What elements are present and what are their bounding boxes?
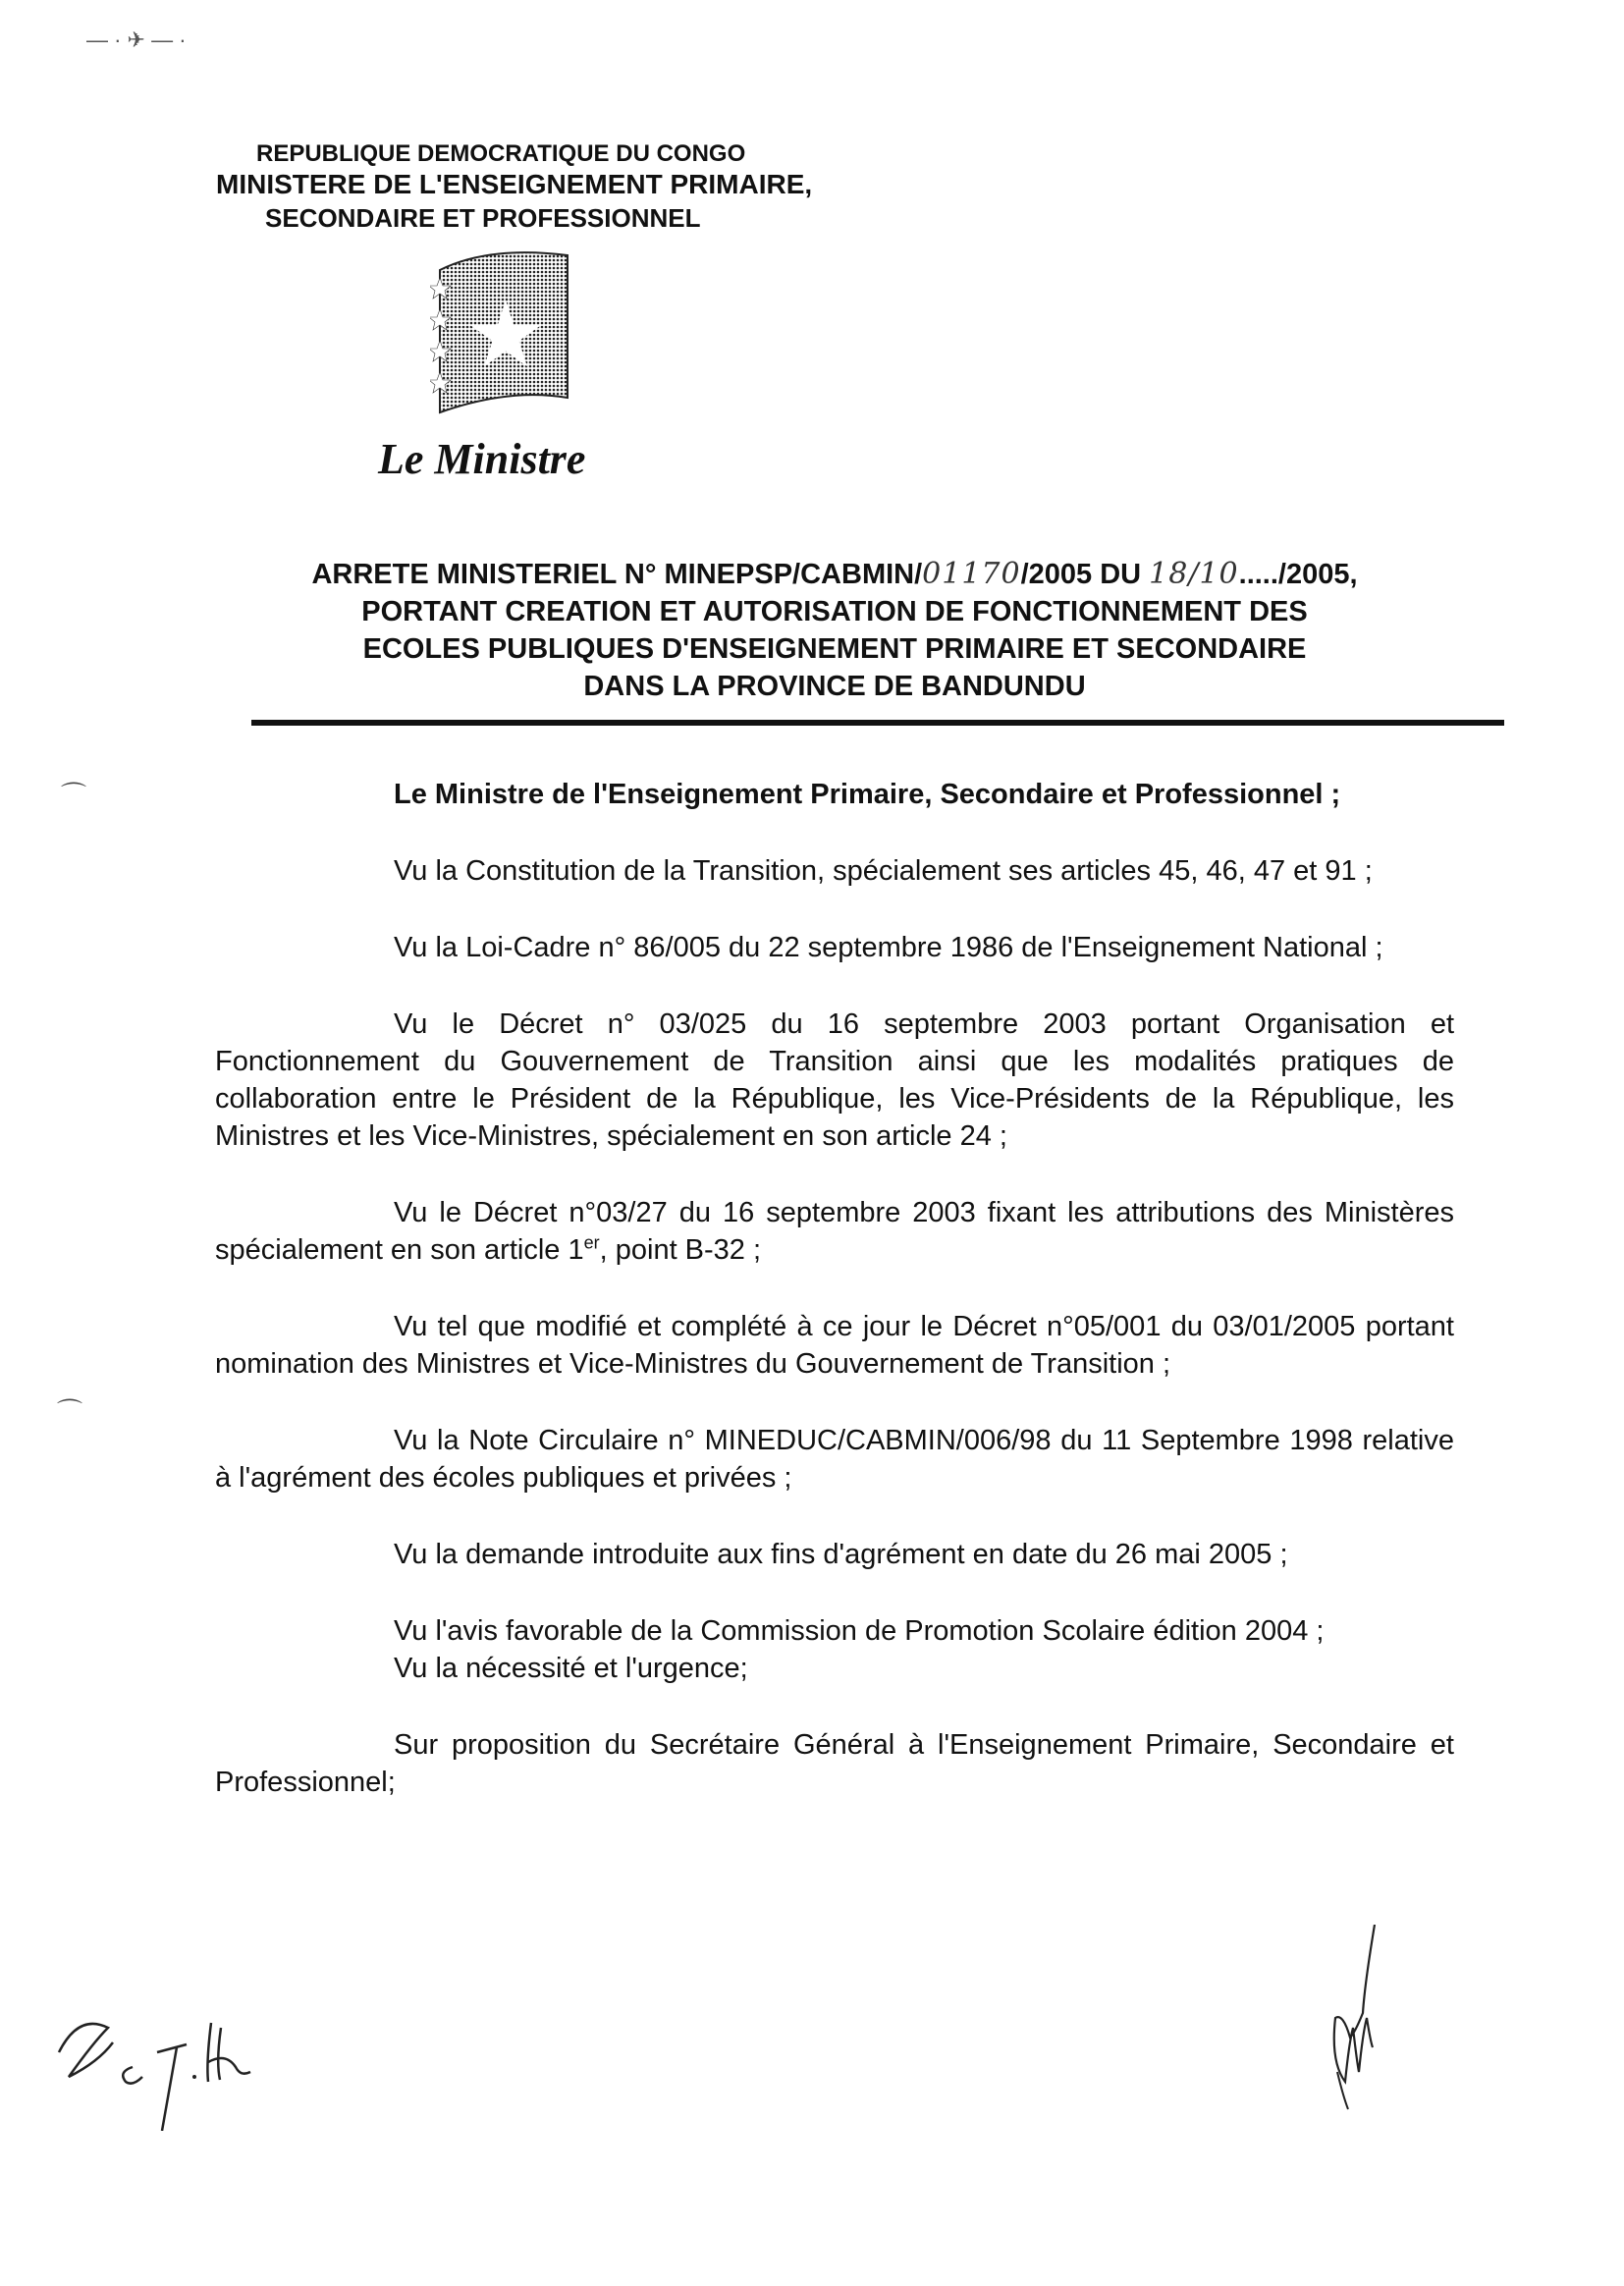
- paragraph-decret-03-025: [215, 1006, 1454, 1155]
- title-divider: [251, 720, 1504, 726]
- signature: [1316, 1925, 1394, 2111]
- paragraph-text: Sur proposition du Secrétaire Général à l'Enseignement Primaire, Secondaire et Professionnel;: [215, 1729, 1454, 1798]
- decree-title: [196, 556, 1473, 705]
- country-name: REPUBLIQUE DEMOCRATIQUE DU CONGO: [256, 140, 746, 167]
- decree-ref-suffix: ...../2005,: [1238, 559, 1358, 590]
- decree-date-handwritten: 18/10: [1149, 557, 1239, 591]
- ministry-name-line2: SECONDAIRE ET PROFESSIONNEL: [265, 203, 701, 233]
- paragraph-proposition: [215, 1726, 1454, 1801]
- decree-ref-prefix: ARRETE MINISTERIEL N° MINEPSP/CABMIN/: [311, 559, 923, 590]
- flag-emblem-icon: [430, 250, 577, 417]
- ministry-name-line1: MINISTERE DE L'ENSEIGNEMENT PRIMAIRE,: [216, 169, 813, 199]
- letterhead: [211, 139, 898, 235]
- margin-mark: ⌒: [57, 1397, 83, 1427]
- paragraph-text: Vu tel que modifié et complété à ce jour le Décret n°05/001 du 03/01/2005 portant nomination des Ministres et Vice-Ministres du Gouvernement de Transition ;: [215, 1311, 1454, 1380]
- superscript: er: [583, 1232, 600, 1253]
- paragraph-text: Vu la Constitution de la Transition, spécialement ses articles 45, 46, 47 et 91 ;: [394, 855, 1373, 887]
- document-body: [215, 776, 1454, 1801]
- handwritten-initials: [39, 1984, 285, 2131]
- margin-mark: ⌒: [61, 781, 87, 810]
- decree-title-line1: [196, 556, 1473, 593]
- scan-artifact: — · ✈ — ·: [86, 27, 187, 52]
- paragraph-text: , point B-32 ;: [599, 1234, 762, 1266]
- paragraph-note-circulaire: [215, 1422, 1454, 1497]
- paragraph-loi-cadre: [215, 929, 1454, 966]
- decree-title-line4: DANS LA PROVINCE DE BANDUNDU: [583, 671, 1086, 702]
- paragraph-decret-03-27: [215, 1194, 1454, 1269]
- paragraph-text: Vu le Décret n° 03/025 du 16 septembre 2003 portant Organisation et Fonctionnement du Gouvernement de Transition ainsi que les modalités pratiques de collaboration entre le Président de la République, les Vice-Présidents de la République, les Ministres et les Vice-Ministres, spécialement en son article 24 ;: [215, 1008, 1454, 1152]
- paragraph-text: Le Ministre de l'Enseignement Primaire, Secondaire et Professionnel ;: [394, 779, 1341, 810]
- paragraph-text: Vu le Décret n°03/27 du 16 septembre 2003 fixant les attributions des Ministères spécialement en son article 1: [215, 1197, 1454, 1266]
- decree-title-line3: ECOLES PUBLIQUES D'ENSEIGNEMENT PRIMAIRE ET SECONDAIRE: [362, 633, 1307, 665]
- paragraph-text: Vu la demande introduite aux fins d'agrément en date du 26 mai 2005 ;: [394, 1539, 1288, 1570]
- paragraph-text: Vu la nécessité et l'urgence;: [394, 1653, 748, 1684]
- paragraph-constitution: [215, 852, 1454, 890]
- paragraph-text: Vu la Note Circulaire n° MINEDUC/CABMIN/006/98 du 11 Septembre 1998 relative à l'agrément des écoles publiques et privées ;: [215, 1425, 1454, 1494]
- paragraph-text: Vu la Loi-Cadre n° 86/005 du 22 septembre 1986 de l'Enseignement National ;: [394, 932, 1383, 963]
- paragraph-preamble: [215, 776, 1454, 813]
- paragraph-avis: [215, 1612, 1454, 1650]
- paragraph-decret-05-001: [215, 1308, 1454, 1383]
- minister-title: Le Ministre: [378, 435, 586, 483]
- paragraph-text: Vu l'avis favorable de la Commission de Promotion Scolaire édition 2004 ;: [394, 1615, 1325, 1647]
- decree-ref-mid: /2005 DU: [1020, 559, 1150, 590]
- paragraph-demande: [215, 1536, 1454, 1573]
- paragraph-necessite: [215, 1650, 1454, 1687]
- decree-number-handwritten: 01170: [922, 557, 1021, 591]
- decree-title-line2: PORTANT CREATION ET AUTORISATION DE FONCTIONNEMENT DES: [361, 596, 1308, 627]
